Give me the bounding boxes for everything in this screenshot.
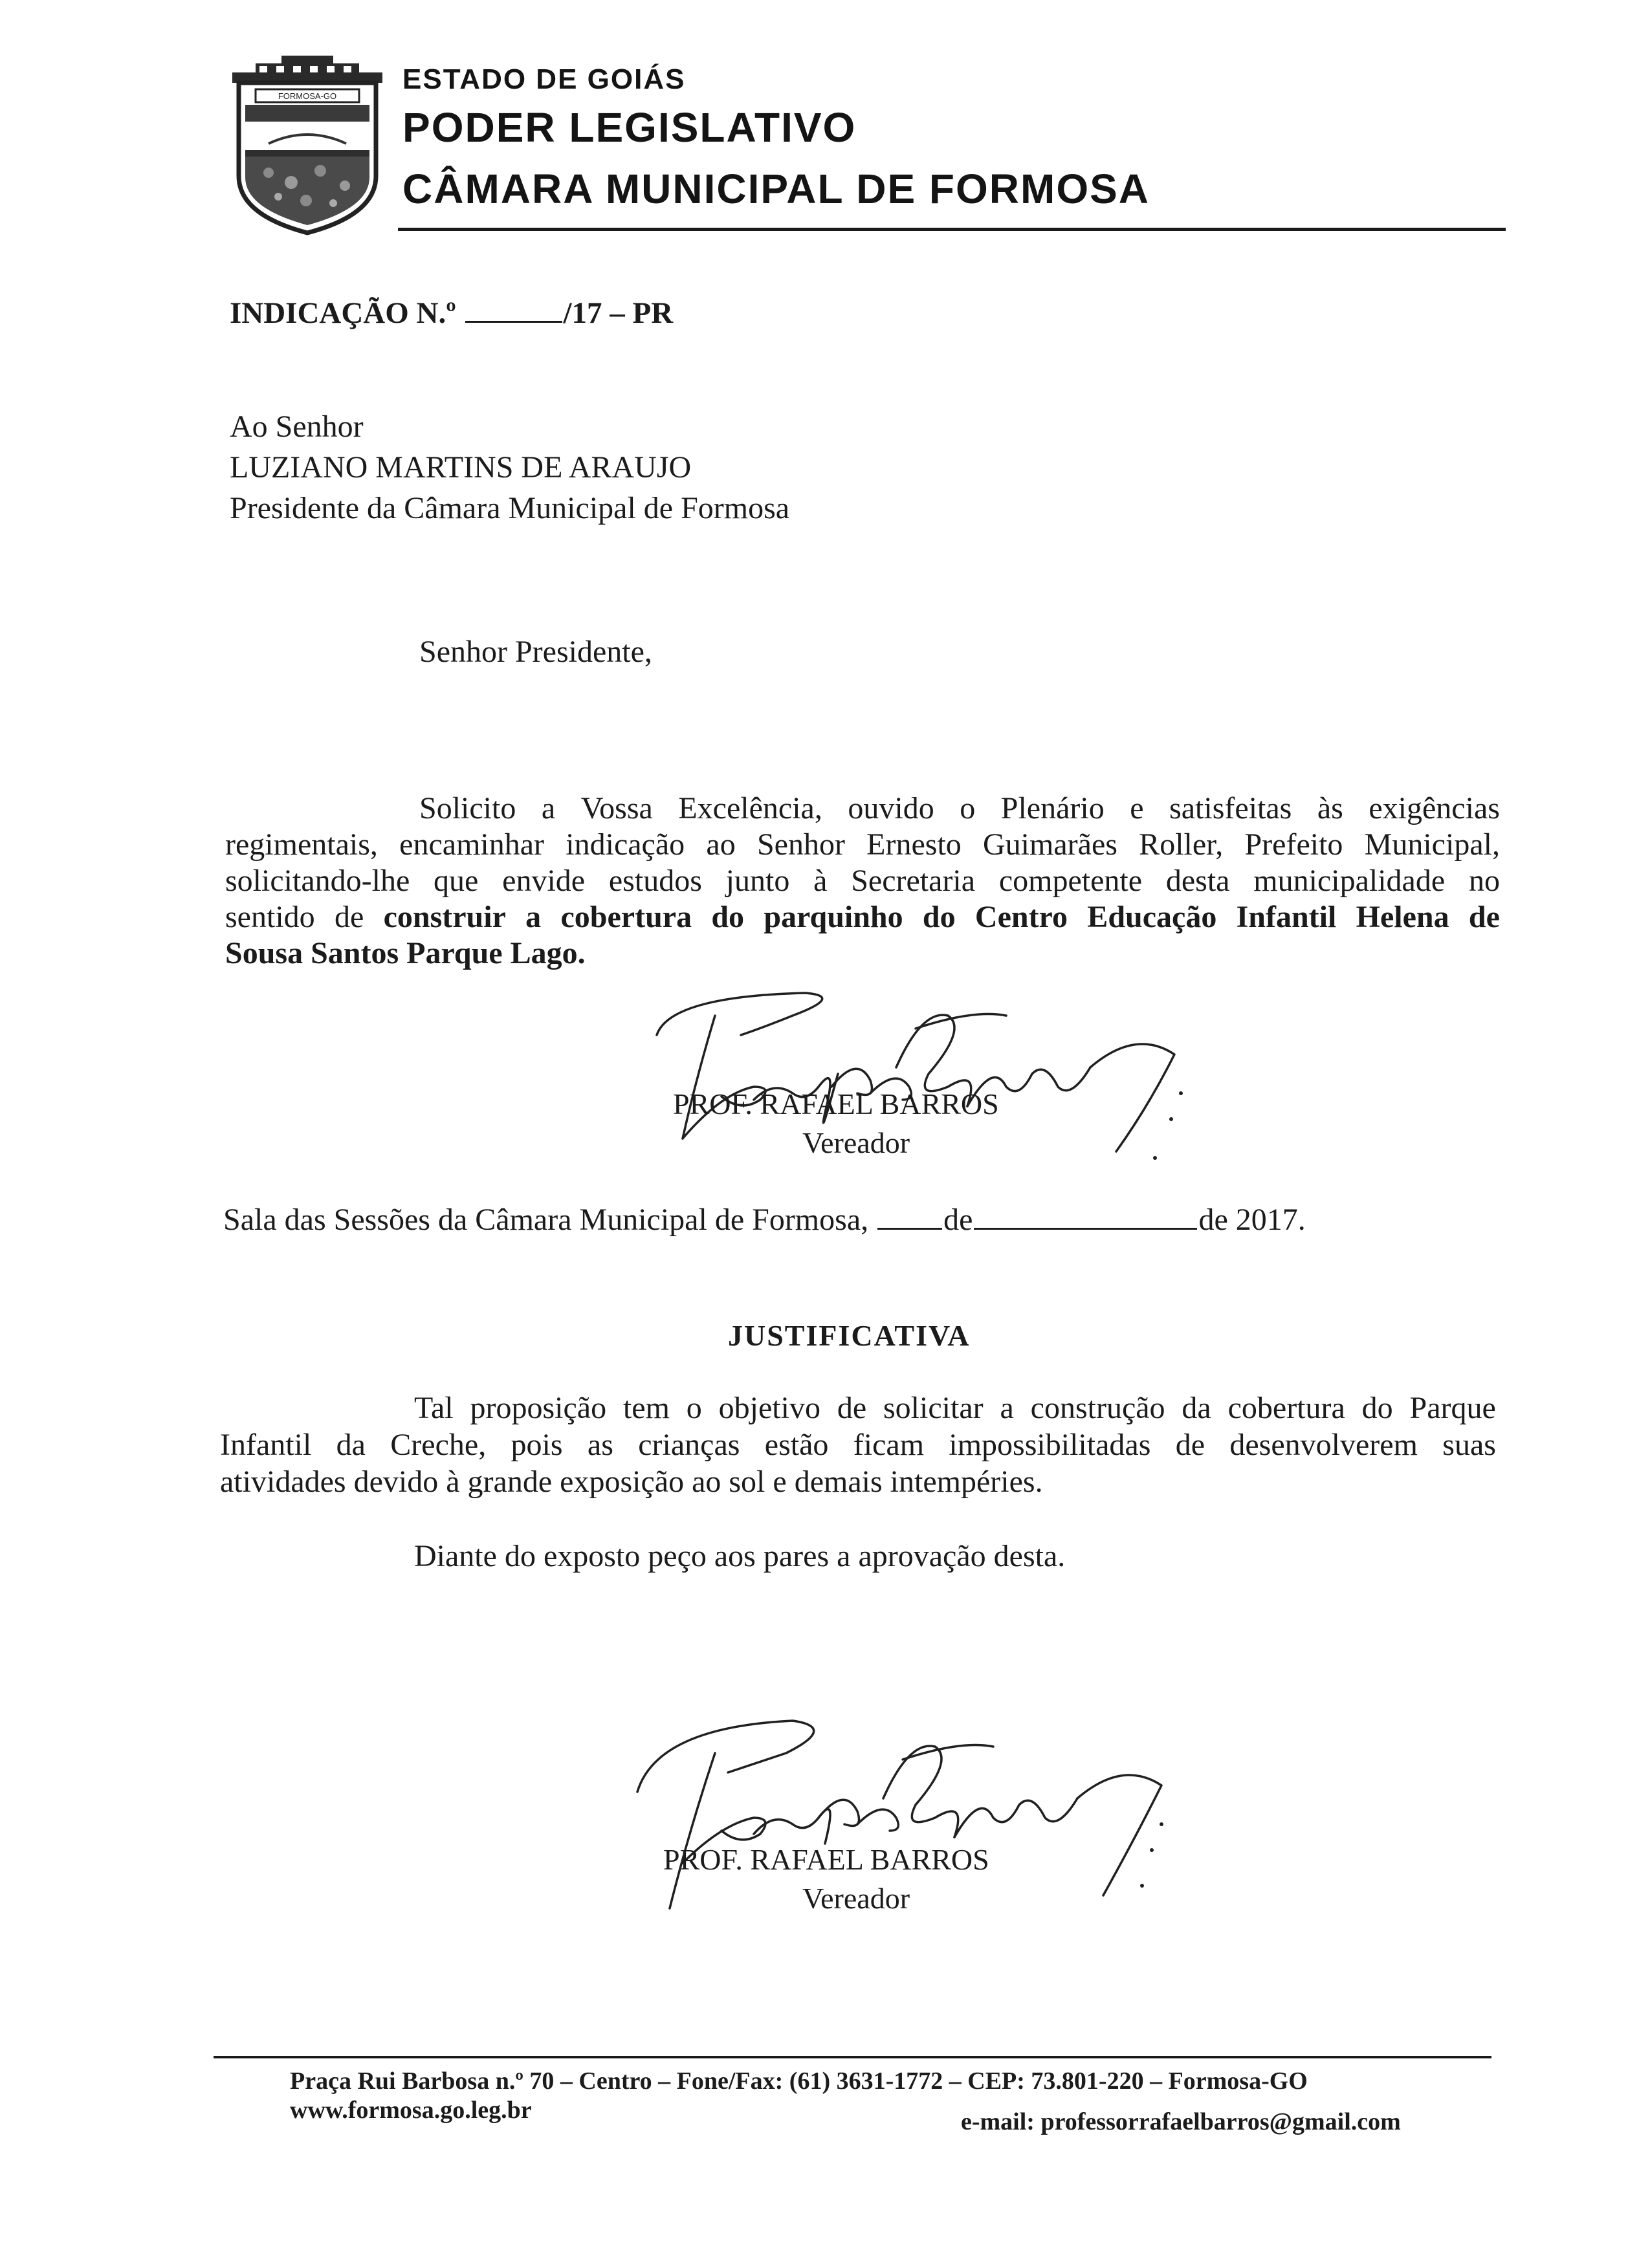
word: objetivo	[718, 1391, 820, 1425]
request-row-3	[225, 863, 1500, 899]
header-chamber: CÂMARA MUNICIPAL DE FORMOSA	[402, 166, 1150, 212]
word: proposição	[470, 1391, 607, 1425]
word: impossibilitadas	[949, 1428, 1151, 1462]
signatory-2-name: PROF. RAFAEL BARROS	[663, 1843, 989, 1876]
word: Prefeito	[1244, 827, 1343, 862]
indicacao-suffix: /17 – PR	[563, 296, 674, 330]
word: desenvolverem	[1229, 1428, 1418, 1462]
request-row-4	[225, 899, 1500, 935]
word: Infantil	[220, 1428, 312, 1462]
word: Vossa	[580, 791, 653, 825]
word: competente	[998, 864, 1143, 898]
bold-word: parquinho	[764, 900, 903, 934]
word: o	[960, 791, 976, 825]
request-row-1	[225, 791, 1500, 827]
coat-of-arms-icon	[230, 53, 385, 235]
request-row-2	[225, 827, 1500, 863]
word: sentido	[225, 900, 315, 934]
word: Creche,	[390, 1428, 487, 1462]
word: a	[541, 791, 556, 825]
bold-word: Centro	[974, 900, 1068, 934]
word: de	[334, 900, 364, 934]
justificativa-row-3: atividades devido à grande exposição ao sol e demais intempéries.	[220, 1465, 1043, 1499]
session-text: Sala das Sessões da Câmara Municipal de Formosa,	[223, 1203, 869, 1237]
salutation: Senhor Presidente,	[419, 635, 652, 669]
session-de-1: de	[943, 1203, 973, 1237]
request-row-5: Sousa Santos Parque Lago.	[225, 936, 586, 970]
word: indicação	[566, 827, 685, 862]
bold-word: cobertura	[560, 900, 692, 934]
word: cobertura	[1227, 1391, 1345, 1425]
bold-word: de	[1468, 900, 1500, 934]
word: solicitar	[883, 1391, 984, 1425]
word: Tal	[414, 1391, 454, 1425]
session-date-line	[223, 1202, 1306, 1238]
word: Municipal,	[1364, 827, 1500, 862]
indicacao-prefix: INDICAÇÃO N.º	[230, 296, 456, 330]
crest-banner-text: FORMOSA-GO	[278, 91, 337, 101]
addressee-title: Presidente da Câmara Municipal de Formosa	[230, 491, 790, 525]
word: à	[813, 864, 828, 898]
word: Ernesto	[866, 827, 962, 862]
bold-word: a	[525, 900, 542, 934]
month-blank	[974, 1202, 1197, 1230]
word: no	[1468, 864, 1500, 898]
bold-word: Infantil	[1236, 900, 1337, 934]
word: da	[1182, 1391, 1211, 1425]
word: Plenário	[1000, 791, 1105, 825]
bold-word: construir	[383, 900, 506, 934]
closing-sentence: Diante do exposto peço aos pares a aprovação desta.	[414, 1539, 1066, 1573]
word: satisfeitas	[1169, 791, 1292, 825]
word: encaminhar	[399, 827, 545, 862]
justificativa-row-1	[220, 1390, 1496, 1426]
word: ouvido	[848, 791, 934, 825]
word: que	[434, 864, 479, 898]
word: tem	[622, 1391, 670, 1425]
word: pois	[511, 1428, 563, 1462]
signatory-1-name: PROF. RAFAEL BARROS	[673, 1087, 999, 1120]
word: exigências	[1369, 791, 1500, 825]
footer-address: Praça Rui Barbosa n.º 70 – Centro – Fone/Fax: (61) 3631-1772 – CEP: 73.801-220 – Formosa-GO	[290, 2067, 1308, 2095]
word: suas	[1442, 1428, 1496, 1462]
justificativa-title: JUSTIFICATIVA	[728, 1319, 971, 1352]
word: Secretaria	[851, 864, 976, 898]
word: estão	[764, 1428, 829, 1462]
word: de	[837, 1391, 867, 1425]
indicacao-number	[230, 295, 673, 331]
bold-word: Helena	[1356, 900, 1449, 934]
justificativa-paragraph	[220, 1390, 1496, 1500]
word: crianças	[638, 1428, 740, 1462]
word: de	[1175, 1428, 1205, 1462]
word: ao	[706, 827, 736, 862]
session-de-2: de 2017.	[1198, 1203, 1306, 1237]
word: junto	[725, 864, 790, 898]
signatory-2-role: Vereador	[802, 1882, 910, 1915]
word: desta	[1165, 864, 1230, 898]
word: Parque	[1409, 1391, 1496, 1425]
word: estudos	[608, 864, 702, 898]
addressee-block	[230, 406, 789, 529]
footer-email-link[interactable]: e-mail: professorrafaelbarros@gmail.com	[961, 2108, 1401, 2135]
word: o	[686, 1391, 702, 1425]
word: Guimarães	[983, 827, 1117, 862]
addressee-line: Ao Senhor	[230, 409, 364, 444]
word: Excelência,	[678, 791, 822, 825]
bold-word: Educação	[1087, 900, 1217, 934]
word: Solicito	[419, 791, 516, 825]
word: regimentais,	[225, 827, 378, 862]
header-divider	[398, 228, 1506, 231]
word: Roller,	[1139, 827, 1224, 862]
header-power: PODER LEGISLATIVO	[402, 104, 857, 151]
word: às	[1317, 791, 1343, 825]
word: do	[1361, 1391, 1393, 1425]
header-state: ESTADO DE GOIÁS	[402, 63, 686, 95]
word: a	[1000, 1391, 1014, 1425]
word: da	[336, 1428, 366, 1462]
indicacao-blank	[465, 295, 562, 323]
bold-word: do	[711, 900, 745, 934]
justificativa-row-2	[220, 1426, 1496, 1463]
word: municipalidade	[1253, 864, 1446, 898]
signatory-1-role: Vereador	[802, 1126, 910, 1159]
word: envide	[502, 864, 586, 898]
footer-website-link[interactable]: www.formosa.go.leg.br	[290, 2097, 532, 2124]
word: as	[587, 1428, 613, 1462]
day-blank	[877, 1202, 942, 1230]
word: ficam	[853, 1428, 925, 1462]
footer-divider	[214, 2056, 1491, 2058]
bold-word: do	[922, 900, 956, 934]
word: Senhor	[756, 827, 845, 862]
request-paragraph	[225, 791, 1500, 972]
word: construção	[1030, 1391, 1165, 1425]
addressee-name: LUZIANO MARTINS DE ARAUJO	[230, 450, 692, 485]
word: e	[1130, 791, 1144, 825]
word: solicitando-lhe	[225, 864, 410, 898]
